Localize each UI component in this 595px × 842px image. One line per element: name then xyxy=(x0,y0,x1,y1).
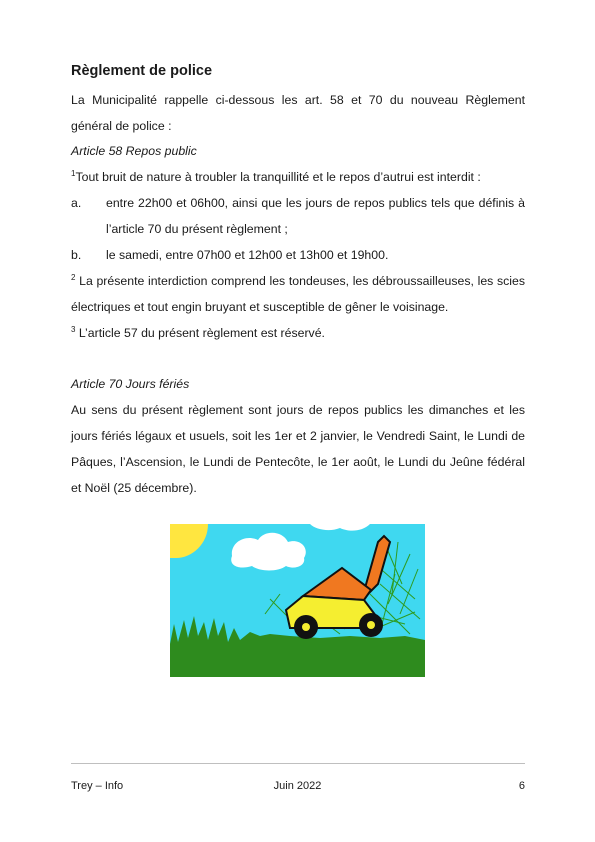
footer-page-number: 6 xyxy=(518,780,525,792)
intro-paragraph: La Municipalité rappelle ci-dessous les art. 58 et 70 du nouveau Règlement général de police : xyxy=(71,93,525,133)
article-58-paragraph-1 xyxy=(71,164,525,190)
wheel-hub xyxy=(302,623,310,631)
list-letter: b. xyxy=(71,248,82,262)
list-text: entre 22h00 et 06h00, ainsi que les jours de repos publics tels que définis à l’article 70 du présent règlement ; xyxy=(106,196,525,236)
article-58-paragraph-3 xyxy=(71,320,525,346)
paragraph-number: 1 xyxy=(71,169,76,178)
footer-divider xyxy=(71,763,525,764)
paragraph-text: Tout bruit de nature à troubler la tranquillité et le repos d’autrui est interdit : xyxy=(75,170,481,184)
article-70-heading: Article 70 Jours fériés xyxy=(71,377,190,391)
paragraph-text: L’article 57 du présent règlement est réservé. xyxy=(78,326,325,340)
wheel-hub xyxy=(367,621,375,629)
footer-date: Juin 2022 xyxy=(273,780,322,792)
list-letter: a. xyxy=(71,196,82,210)
lawnmower-illustration xyxy=(170,524,425,677)
paragraph-number: 2 xyxy=(71,273,76,282)
paragraph-text: La présente interdiction comprend les tondeuses, les débroussailleuses, les scies électriques et tout engin bruyant et susceptible de gêner le voisinage. xyxy=(71,274,525,314)
list-text: le samedi, entre 07h00 et 12h00 et 13h00 et 19h00. xyxy=(106,248,389,262)
article-70-paragraph: Au sens du présent règlement sont jours de repos publics les dimanches et les jours fériés légaux et usuels, soit les 1er et 2 janvier, le Vendredi Saint, le Lundi de Pâques, l’Ascension, le Lundi de Pentecôte, le 1er août, le Lundi du Jeûne fédéral et Noël (25 décembre). xyxy=(71,403,525,495)
article-58-paragraph-2 xyxy=(71,268,525,320)
footer-publication: Trey – Info xyxy=(71,780,124,792)
article-58-heading: Article 58 Repos public xyxy=(71,144,197,158)
paragraph-number: 3 xyxy=(71,325,76,334)
page-title: Règlement de police xyxy=(71,63,213,79)
